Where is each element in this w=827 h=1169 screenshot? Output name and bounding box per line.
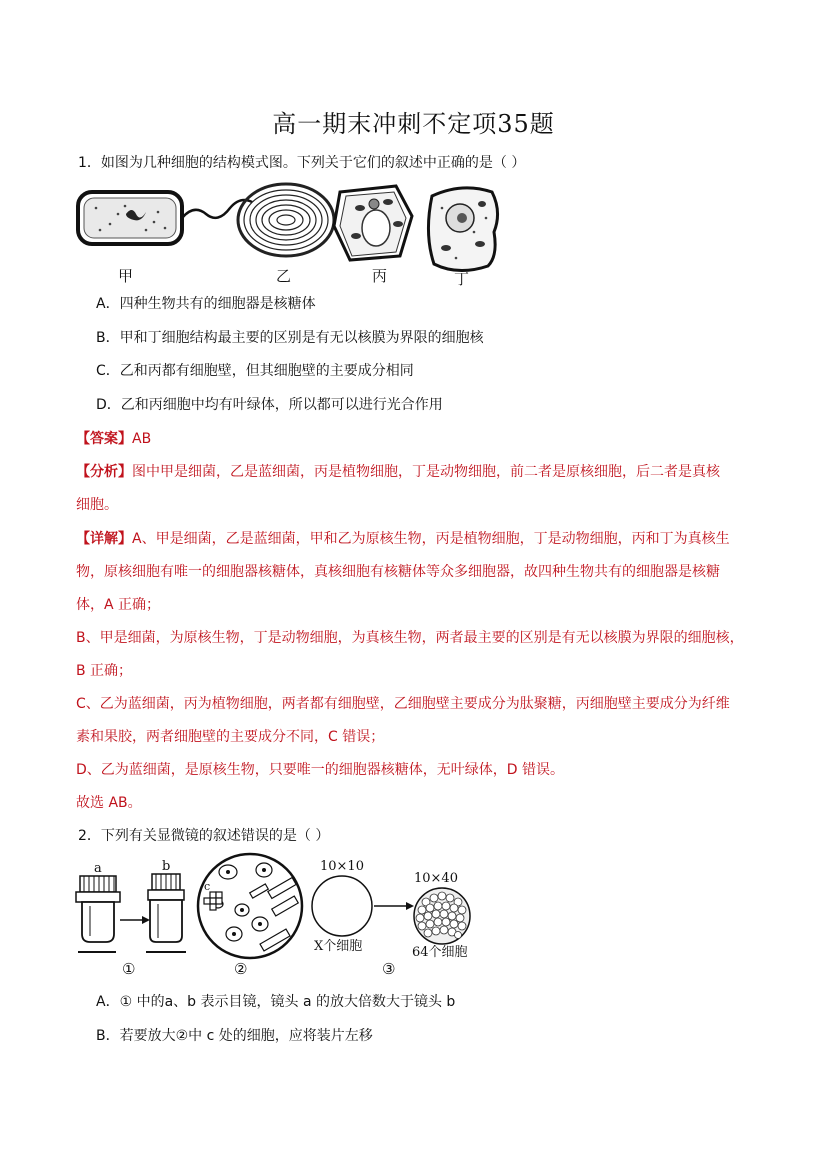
q1-analysis-line-1	[76, 461, 720, 481]
q2-figure	[70, 852, 490, 980]
animal-cell-drawing	[428, 188, 497, 271]
figure-number-3: ③	[382, 960, 396, 978]
q1-detail-line-4: B、甲是细菌，为原核生物，丁是动物细胞，为真核生物，两者最主要的区别是有无以核膜为界限的细胞核，	[76, 630, 744, 646]
detail-tag: 【详解】	[76, 531, 132, 547]
figure-number-2: ②	[234, 960, 248, 978]
q1-detail-line-9: 故选 AB。	[76, 795, 142, 811]
q1-option-b: B．甲和丁细胞结构最主要的区别是有无以核膜为界限的细胞核	[96, 330, 484, 346]
figure-label-bing: 丙	[372, 267, 388, 285]
analysis-text: 图中甲是细菌，乙是蓝细菌，丙是植物细胞，丁是动物细胞，前二者是原核细胞，后二者是真核	[132, 464, 720, 480]
q2-option-b: B．若要放大②中 c 处的细胞，应将装片左移	[96, 1028, 373, 1044]
high-mag-field	[414, 888, 470, 944]
q1-detail-line-6: C、乙为蓝细菌，丙为植物细胞，两者都有细胞壁，乙细胞壁主要成分为肽聚糖，丙细胞壁主要成分为纤维	[76, 696, 730, 712]
mag-low-label: 10×10	[320, 859, 364, 874]
plant-cell-drawing	[334, 186, 412, 260]
q1-detail-line-5: B 正确；	[76, 663, 133, 679]
q1-stem: 1．如图为几种细胞的结构模式图。下列关于它们的叙述中正确的是（ ）	[78, 155, 526, 171]
figure-label-yi: 乙	[276, 267, 292, 285]
lens-b-drawing	[148, 874, 184, 942]
q1-option-a: A．四种生物共有的细胞器是核糖体	[96, 296, 316, 312]
q1-option-c: C．乙和丙都有细胞壁，但其细胞壁的主要成分相同	[96, 363, 414, 379]
q1-option-d: D．乙和丙细胞中均有叶绿体，所以都可以进行光合作用	[96, 397, 443, 413]
figure-label-ding: 丁	[454, 270, 470, 288]
low-mag-field	[312, 876, 372, 936]
lens-a-label: a	[94, 861, 102, 876]
answer-value: AB	[132, 431, 152, 447]
q2-stem: 2．下列有关显微镜的叙述错误的是（ ）	[78, 828, 330, 844]
lens-b-label: b	[162, 859, 171, 874]
detail-text: A、甲是细菌，乙是蓝细菌，甲和乙为原核生物，丙是植物细胞，丁是动物细胞，丙和丁为真核生	[132, 531, 730, 547]
q1-answer	[76, 428, 151, 448]
q1-detail-line-1	[76, 528, 730, 548]
cyanobacterium-drawing	[238, 184, 334, 256]
mag-high-label: 10×40	[414, 871, 458, 886]
answer-tag: 【答案】	[76, 431, 132, 447]
cell-c-label: c	[204, 880, 211, 893]
q1-detail-line-2: 物，原核细胞有唯一的细胞器核糖体，真核细胞有核糖体等众多细胞器，故四种生物共有的细胞器是核糖	[76, 564, 720, 580]
q1-detail-line-7: 素和果胶，两者细胞壁的主要成分不同，C 错误；	[76, 729, 385, 745]
q1-detail-line-3: 体，A 正确；	[76, 597, 161, 613]
count-high-label: 64个细胞	[412, 945, 468, 960]
page-title: 高一期末冲刺不定项35题	[272, 110, 555, 138]
figure-number-1: ①	[122, 960, 136, 978]
q1-figure	[70, 178, 510, 288]
q2-option-a: A．① 中的a、b 表示目镜，镜头 a 的放大倍数大于镜头 b	[96, 994, 456, 1010]
field-of-view-drawing	[198, 854, 302, 958]
count-low-label: X个细胞	[314, 939, 363, 954]
analysis-tag: 【分析】	[76, 464, 132, 480]
figure-label-jia: 甲	[118, 267, 134, 285]
bacterium-drawing	[78, 192, 252, 244]
q1-analysis-line-2: 细胞。	[76, 497, 118, 513]
q1-detail-line-8: D、乙为蓝细菌，是原核生物，只要唯一的细胞器核糖体，无叶绿体，D 错误。	[76, 762, 565, 778]
lens-a-drawing	[76, 876, 120, 942]
